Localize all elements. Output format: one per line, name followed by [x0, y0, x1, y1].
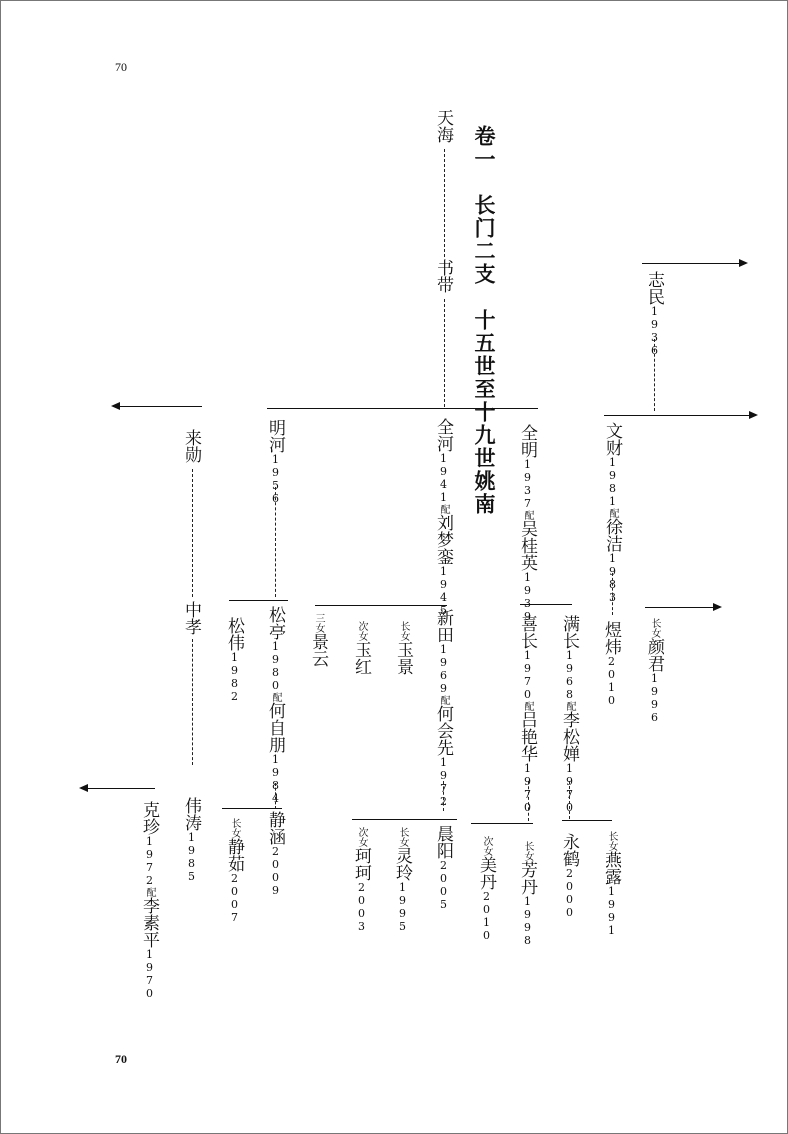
page-number-top: 70: [115, 60, 127, 74]
name-yanlu: 长女燕露1991: [601, 831, 621, 937]
lineage-line: [612, 573, 613, 615]
continuation-arrow: [113, 406, 202, 407]
page-number-bottom: 70: [115, 1052, 127, 1066]
name-songting: 松亭1980配何自朋1984: [265, 606, 285, 805]
name-chenyang: 晨阳2005: [433, 825, 453, 911]
name-quanhe: 全河1941配刘梦銮1945: [433, 418, 453, 617]
name-laixun: 来勋: [181, 429, 201, 463]
generation-bar: [562, 820, 612, 821]
continuation-arrow: [81, 788, 155, 789]
generation-bar: [229, 600, 288, 601]
name-wencai: 文财1981配徐洁1983: [602, 422, 622, 604]
lineage-line: [275, 783, 276, 809]
name-weitao: 伟涛1985: [181, 797, 201, 883]
generation-bar: [267, 408, 538, 409]
name-jingru: 长女静茹2007: [224, 818, 244, 924]
lineage-line: [569, 781, 570, 819]
lineage-line: [528, 781, 529, 821]
generation-bar: [315, 605, 447, 606]
continuation-arrow: [645, 607, 720, 608]
continuation-arrow: [604, 415, 756, 416]
lineage-line: [444, 149, 445, 257]
name-quanming: 全明1937配吴桂英1939: [517, 424, 537, 623]
generation-bar: [471, 823, 533, 824]
name-lingling: 长女灵玲1995: [392, 827, 412, 933]
name-yujing: 长女玉景: [393, 621, 413, 675]
name-yanjun: 长女颜君1996: [644, 618, 664, 724]
name-fangdan: 长女芳丹1998: [517, 841, 537, 947]
name-manchang: 满长1968配李松婵1970: [559, 615, 579, 814]
generation-bar: [222, 808, 282, 809]
generation-bar: [520, 604, 572, 605]
name-jingyun: 三女景云: [308, 613, 328, 667]
name-xichang: 喜长1970配吕艳华1970: [517, 615, 537, 814]
name-zhimin: 志民1936: [644, 271, 664, 357]
name-tianhai: 天海: [433, 109, 453, 143]
name-meidan: 次女美丹2010: [476, 836, 496, 942]
lineage-line: [654, 339, 655, 411]
name-shudai: 书带: [433, 259, 453, 293]
name-kezhen: 克珍1972配李素平1970: [139, 801, 159, 1000]
lineage-line: [443, 781, 444, 811]
lineage-line: [444, 299, 445, 407]
name-songwei: 松伟1982: [224, 617, 244, 703]
name-zhongxiao: 中孝: [181, 601, 201, 635]
name-jinghan: 静涵2009: [265, 811, 285, 897]
name-minghe: 明河1956: [265, 419, 285, 505]
lineage-line: [192, 639, 193, 765]
page-title: 卷一 长门二支 十五世至十九世姚南: [472, 125, 497, 516]
name-yuhong: 次女玉红: [351, 621, 371, 675]
lineage-line: [192, 469, 193, 597]
name-xintian: 新田1969配何会先1972: [433, 609, 453, 808]
name-yuwei: 煜炜2010: [601, 621, 621, 707]
continuation-arrow: [642, 263, 746, 264]
name-yonghe: 永鹤2000: [559, 833, 579, 919]
name-keke: 次女珂珂2003: [351, 827, 371, 933]
lineage-line: [275, 487, 276, 597]
generation-bar: [352, 819, 457, 820]
